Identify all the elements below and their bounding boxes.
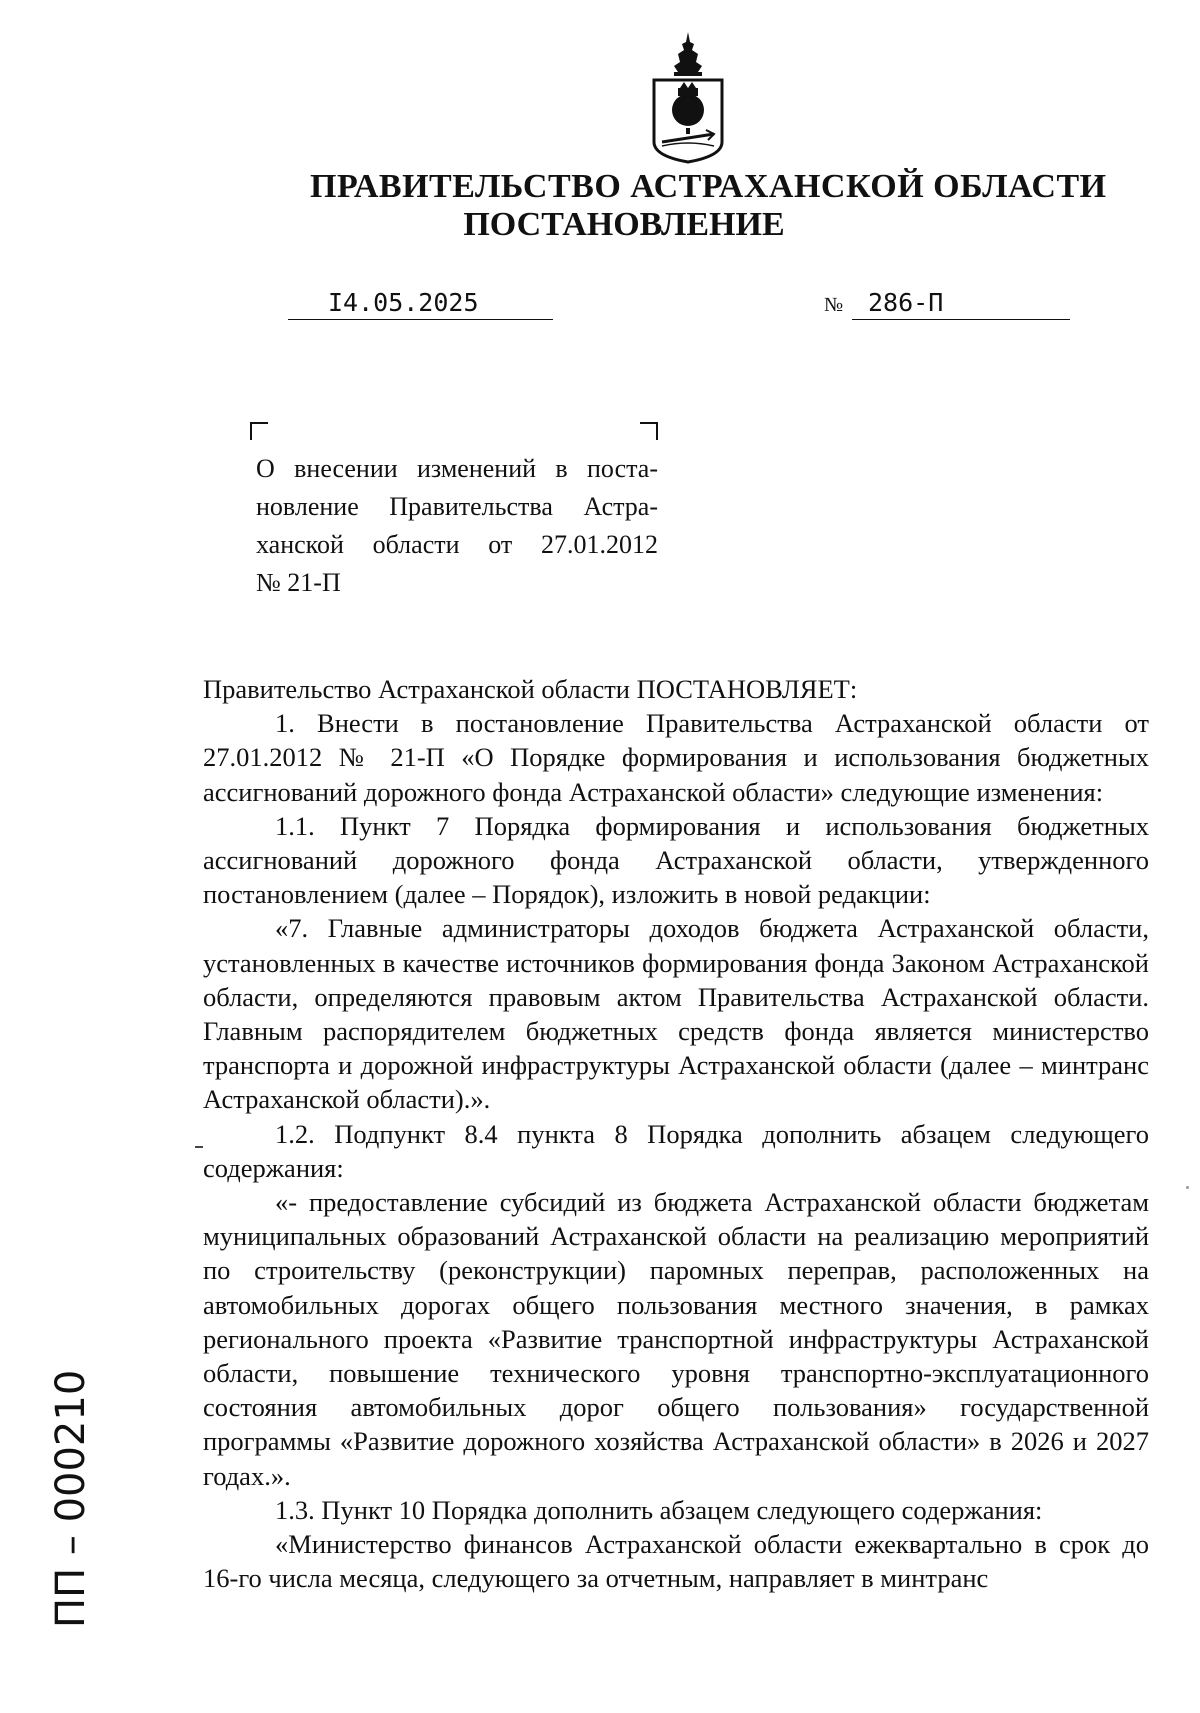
- paragraph: 1.2. Подпункт 8.4 пункта 8 Порядка дополнить абзацем следующего содержания:: [203, 1118, 1149, 1183]
- scan-artifact: [195, 1146, 203, 1148]
- subject-line: ханской области от 27.01.2012: [256, 530, 658, 559]
- subject-line: О внесении изменений в поста-: [256, 454, 658, 483]
- paragraph: «- предоставление субсидий из бюджета Астраханской области бюджетам муниципальных образований Астраханской области на реализацию мероприятий по строительству (реконструкции) паромных переправ, расположенных на автомобильных дорогах общего пользования местного значения, в рамках регионального проекта «Развитие транспортной инфраструктуры Астраханской области, повышение технического уровня транспортно-эксплуатационного состояния автомобильных дорог общего пользования» государственной программы «Развитие дорожного хозяйства Астраханской области» в 2026 и 2027 годах.».: [203, 1187, 1149, 1491]
- organization-title: ПРАВИТЕЛЬСТВО АСТРАХАНСКОЙ ОБЛАСТИ: [310, 168, 1107, 205]
- paragraph: 1.1. Пункт 7 Порядка формирования и использования бюджетных ассигнований дорожного фонда Астраханской области, утвержденного постановлением (далее – Порядок), изложить в новой редакции:: [203, 810, 1149, 910]
- coat-of-arms-emblem: [648, 30, 728, 165]
- document-subject: [256, 450, 658, 602]
- document-type-title: ПОСТАНОВЛЕНИЕ: [463, 206, 785, 243]
- subject-corner-left: [250, 422, 268, 440]
- document-body: [203, 672, 1149, 1595]
- registration-number: ПП – 000210: [48, 1369, 94, 1628]
- scan-artifact: [1186, 1186, 1189, 1189]
- subject-corner-right: [640, 422, 658, 440]
- side-registration-mark: [10, 1300, 94, 1628]
- preamble: Правительство Астраханской области ПОСТАНОВЛЯЕТ:: [203, 674, 858, 704]
- number-sign: №: [824, 294, 844, 316]
- paragraph: 1. Внести в постановление Правительства Астраханской области от 27.01.2012 № 21-П «О Порядке формирования и использования бюджетных ассигнований дорожного фонда Астраханской области» следующие изменения:: [203, 708, 1149, 807]
- document-date: I4.05.2025: [288, 288, 553, 320]
- subject-line: новление Правительства Астра-: [256, 492, 658, 521]
- subject-line: № 21-П: [256, 568, 341, 597]
- document-number: 286-П: [852, 288, 1070, 320]
- paragraph: 1.3. Пункт 10 Порядка дополнить абзацем следующего содержания:: [275, 1494, 1043, 1525]
- paragraph: «7. Главные администраторы доходов бюджета Астраханской области, установленных в качестве источников формирования фонда Законом Астраханской области, определяются правовым актом Правительства Астраханской области. Главным распорядителем бюджетных средств фонда является министерство транспорта и дорожной инфраструктуры Астраханской области (далее – минтранс Астраханской области).».: [203, 913, 1149, 1115]
- paragraph: «Министерство финансов Астраханской области ежеквартально в срок до 16-го числа месяца, следующего за отчетным, направляет в минтранс: [203, 1529, 1149, 1594]
